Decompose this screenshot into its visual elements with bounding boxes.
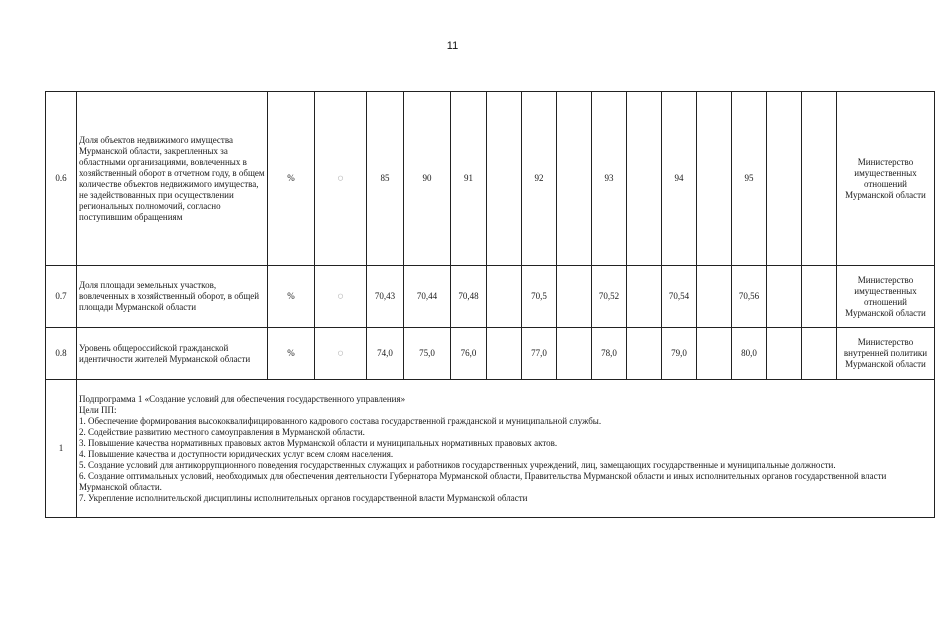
- subprogram-row: [46, 380, 935, 518]
- table-row: [46, 92, 935, 266]
- value-cell: 90: [404, 92, 451, 266]
- value-cell: 70,54: [662, 266, 697, 328]
- unit-cell: %: [268, 328, 315, 380]
- page-number: 11: [446, 40, 459, 52]
- value-cell: 70,52: [592, 266, 627, 328]
- circle-mark-icon: ◌: [337, 291, 344, 302]
- value-cell: 93: [592, 92, 627, 266]
- indicator-name: Доля объектов недвижимого имущества Мурманской области, закрепленных за областными организациями, вовлеченных в хозяйственный оборот в отчетном году, в общем количестве объектов недвижимого имущества, не задействованных при осуществлении региональных полномочий, согласно поступившим обращениям: [77, 92, 268, 266]
- goal-item: 7. Укрепление исполнительской дисциплины исполнительных органов государственной власти Мурманской области: [79, 492, 528, 503]
- value-cell: 94: [662, 92, 697, 266]
- value-cell: 95: [732, 92, 767, 266]
- goal-item: 4. Повышение качества и доступности юридических услуг всем слоям населения.: [79, 448, 394, 459]
- empty-cell: [802, 92, 837, 266]
- mark-cell: [315, 328, 367, 380]
- value-cell: 76,0: [451, 328, 487, 380]
- value-cell: 91: [451, 92, 487, 266]
- empty-cell: [557, 92, 592, 266]
- value-cell: 80,0: [732, 328, 767, 380]
- mark-cell: [315, 266, 367, 328]
- goal-item: 1. Обеспечение формирования высококвалифицированного кадрового состава государственной гражданской и муниципальной службы.: [79, 415, 602, 426]
- responsible-ministry: Министерство имущественных отношений Мурманской области: [837, 266, 935, 328]
- subprogram-title: Подпрограмма 1 «Создание условий для обеспечения государственного управления»: [79, 393, 406, 404]
- goal-item: 3. Повышение качества нормативных правовых актов Мурманской области и муниципальных нормативных правовых актов.: [79, 437, 558, 448]
- row-number: 0.7: [46, 266, 77, 328]
- empty-cell: [802, 266, 837, 328]
- empty-cell: [557, 328, 592, 380]
- empty-cell: [697, 266, 732, 328]
- value-cell: 75,0: [404, 328, 451, 380]
- responsible-ministry: Министерство имущественных отношений Мурманской области: [837, 92, 935, 266]
- value-cell: 92: [522, 92, 557, 266]
- empty-cell: [802, 328, 837, 380]
- goal-item: 5. Создание условий для антикоррупционного поведения государственных служащих и работников государственных учреждений, лиц, замещающих государственные и муниципальные должности.: [79, 459, 836, 470]
- subprogram-number: 1: [46, 380, 77, 518]
- table-row: [46, 266, 935, 328]
- empty-cell: [767, 266, 802, 328]
- empty-cell: [627, 266, 662, 328]
- mark-cell: [315, 92, 367, 266]
- row-number: 0.6: [46, 92, 77, 266]
- circle-mark-icon: ◌: [337, 173, 344, 184]
- value-cell: 77,0: [522, 328, 557, 380]
- value-cell: 70,44: [404, 266, 451, 328]
- unit-cell: %: [268, 92, 315, 266]
- empty-cell: [697, 328, 732, 380]
- empty-cell: [487, 92, 522, 266]
- empty-cell: [767, 92, 802, 266]
- responsible-ministry: Министерство внутренней политики Мурманской области: [837, 328, 935, 380]
- value-cell: 78,0: [592, 328, 627, 380]
- empty-cell: [487, 328, 522, 380]
- value-cell: 70,5: [522, 266, 557, 328]
- empty-cell: [557, 266, 592, 328]
- value-cell: 70,56: [732, 266, 767, 328]
- value-cell: 85: [367, 92, 404, 266]
- goal-item: 6. Создание оптимальных условий, необходимых для обеспечения деятельности Губернатора Мурманской области, Правительства Мурманской области и иных исполнительных органов государственной власти Мурманской области.: [79, 470, 887, 492]
- value-cell: 74,0: [367, 328, 404, 380]
- empty-cell: [767, 328, 802, 380]
- goal-item: 2. Содействие развитию местного самоуправления в Мурманской области.: [79, 426, 365, 437]
- indicator-name: Уровень общероссийской гражданской идентичности жителей Мурманской области: [77, 328, 268, 380]
- row-number: 0.8: [46, 328, 77, 380]
- value-cell: 70,48: [451, 266, 487, 328]
- indicator-name: Доля площади земельных участков, вовлеченных в хозяйственный оборот, в общей площади Мурманской области: [77, 266, 268, 328]
- value-cell: 79,0: [662, 328, 697, 380]
- value-cell: 70,43: [367, 266, 404, 328]
- empty-cell: [697, 92, 732, 266]
- empty-cell: [627, 328, 662, 380]
- empty-cell: [627, 92, 662, 266]
- empty-cell: [487, 266, 522, 328]
- indicators-table: [45, 91, 935, 518]
- unit-cell: %: [268, 266, 315, 328]
- goals-label: Цели ПП:: [79, 404, 117, 415]
- circle-mark-icon: ◌: [337, 348, 344, 359]
- table-row: [46, 328, 935, 380]
- subprogram-description: [77, 380, 935, 518]
